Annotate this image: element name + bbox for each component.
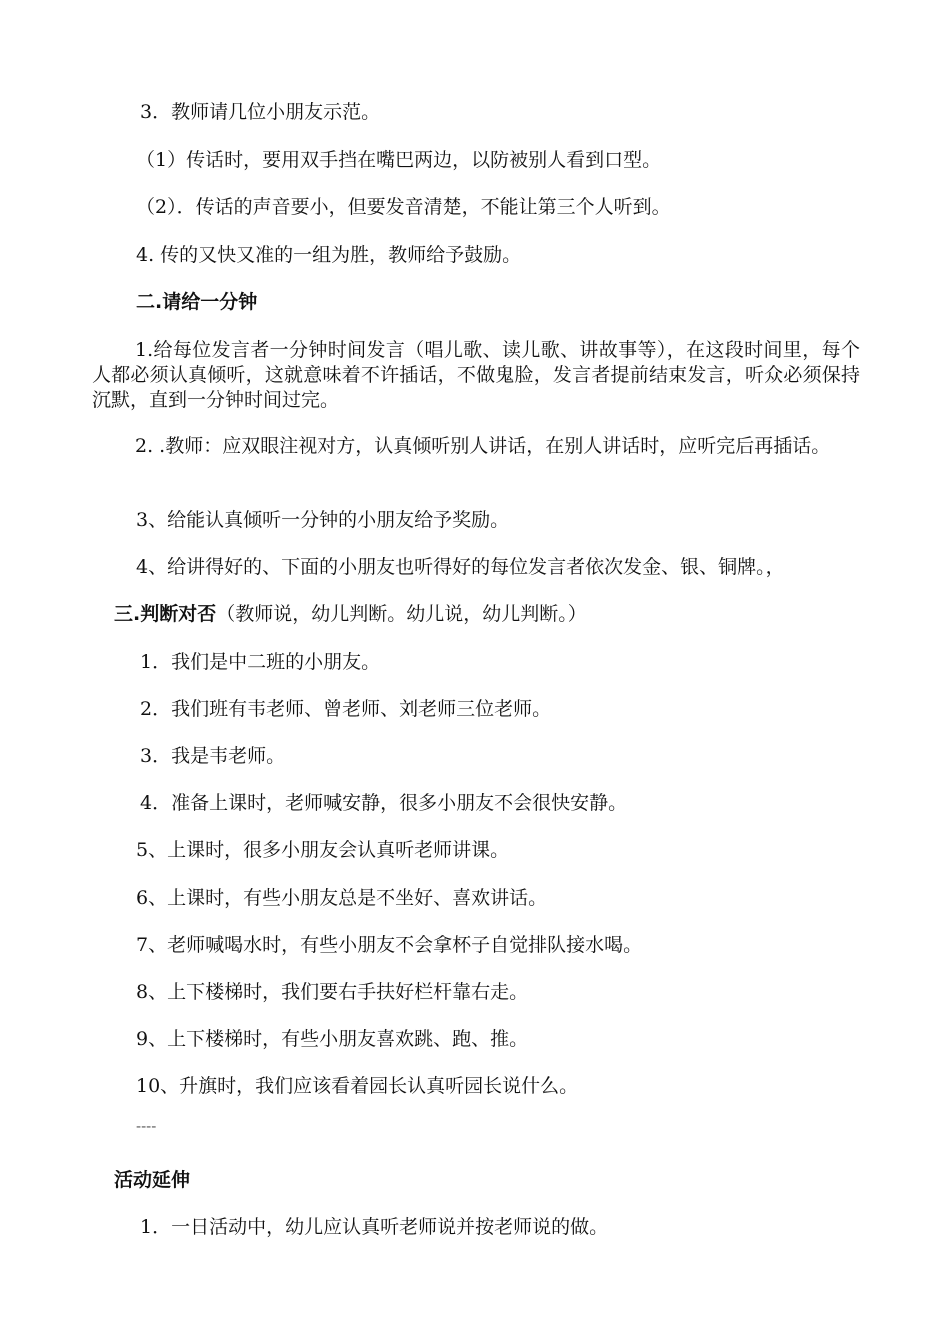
section-heading-2: 二.请给一分钟 [136,291,258,313]
list-item: 7、老师喊喝水时，有些小朋友不会拿杯子自觉排队接水喝。 [136,934,643,956]
paragraph-3: 3、给能认真倾听一分钟的小朋友给予奖励。 [136,509,510,531]
list-item: 2．我们班有韦老师、曾老师、刘老师三位老师。 [140,698,552,720]
step-3: 3．教师请几位小朋友示范。 [140,101,381,123]
section-heading-3: 三.判断对否 [114,603,217,625]
list-item: 3．我是韦老师。 [140,745,286,767]
step-4: 4. 传的又快又准的一组为胜，教师给予鼓励。 [136,244,522,266]
list-item: 4．准备上课时，老师喊安静，很多小朋友不会很快安静。 [140,792,628,814]
paragraph-4: 4、给讲得好的、下面的小朋友也听得好的每位发言者依次发金、银、铜牌。， [136,556,785,578]
section-heading-3-line [114,602,587,626]
paragraph-2: 2. .教师：应双眼注视对方，认真倾听别人讲话，在别人讲话时，应听完后再插话。 [135,435,831,457]
sub-step-1: （1）传话时，要用双手挡在嘴巴两边，以防被别人看到口型。 [136,149,662,171]
section-heading-3-note: （教师说，幼儿判断。幼儿说，幼儿判断。） [216,603,587,625]
list-item: 10、升旗时，我们应该看着园长认真听园长说什么。 [136,1075,579,1097]
list-item: 1．我们是中二班的小朋友。 [140,651,381,673]
paragraph-1: 1.给每位发言者一分钟时间发言（唱儿歌、读儿歌、讲故事等），在这段时间里，每个人都必须认真倾听，这就意味着不许插话，不做鬼脸，发言者提前结束发言，听众必须保持沉默，直到一分钟时间过完。 [92,339,860,411]
list-item: 6、上课时，有些小朋友总是不坐好、喜欢讲话。 [136,887,548,909]
separator: ---- [136,1117,157,1135]
list-item: 5、上课时，很多小朋友会认真听老师讲课。 [136,839,510,861]
sub-step-2: （2）．传话的声音要小，但要发音清楚，不能让第三个人听到。 [136,196,671,218]
extension-item-1: 1．一日活动中，幼儿应认真听老师说并按老师说的做。 [140,1216,609,1238]
list-item: 8、上下楼梯时，我们要右手扶好栏杆靠右走。 [136,981,529,1003]
section-heading-4: 活动延伸 [114,1169,191,1191]
list-item: 9、上下楼梯时，有些小朋友喜欢跳、跑、推。 [136,1028,529,1050]
